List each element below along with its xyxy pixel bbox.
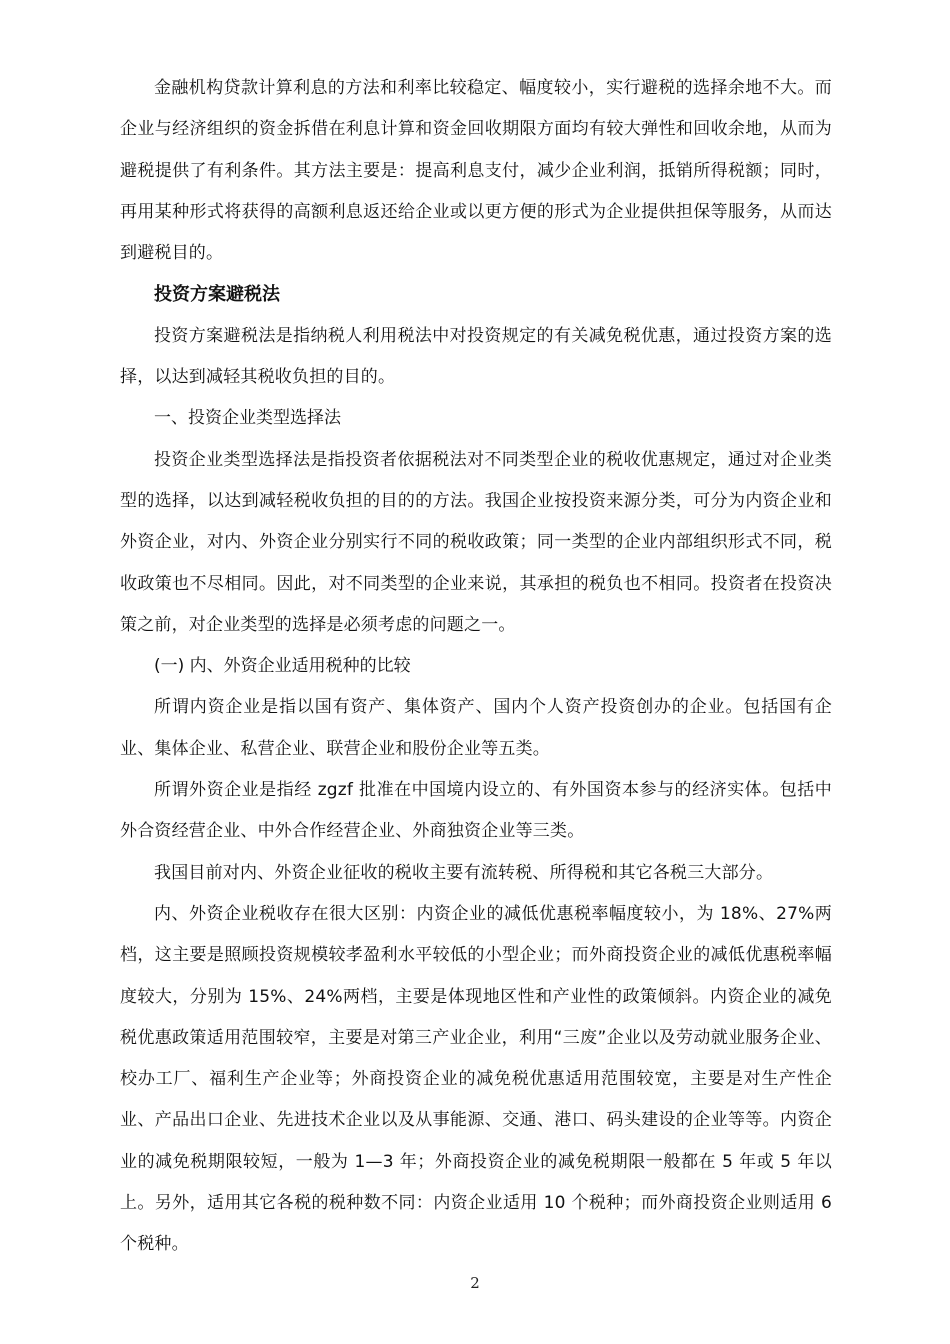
paragraph-foreign-enterprise: 所谓外资企业是指经 zgzf 批准在中国境内设立的、有外国资本参与的经济实体。包括中外合资经营企业、中外合作经营企业、外商独资企业等三类。 [120,780,832,842]
paragraph-tax-differences: 内、外资企业税收存在很大区别：内资企业的减低优惠税率幅度较小，为 18%、27%两档，这主要是照顾投资规模较孝盈利水平较低的小型企业；而外商投资企业的减低优惠税率幅度较大，分别为 15%、24%两档，主要是体现地区性和产业性的政策倾斜。内资企业的减免税优惠政策适用范围较窄，主要是对第三产业企业，利用“三废”企业以及劳动就业服务企业、校办工厂、福利生产企业等；外商投资企业的减免税优惠适用范围较宽，主要是对生产性企业、产品出口企业、先进技术企业以及从事能源、交通、港口、码头建设的企业等等。内资企业的减免税期限较短，一般为 1—3 年；外商投资企业的减免税期限一般都在 5 年或 5 年以上。另外，适用其它各税的税种数不同：内资企业适用 10 个税种；而外商投资企业则适用 6 个税种。 [120,903,832,1255]
paragraph-investment-plan-definition: 投资方案避税法是指纳税人利用税法中对投资规定的有关减免税优惠，通过投资方案的选择，以达到减轻其税收负担的目的。 [120,325,832,388]
paragraph-enterprise-type-definition: 投资企业类型选择法是指投资者依据税法对不同类型企业的税收优惠规定，通过对企业类型的选择，以达到减轻税收负担的目的的方法。我国企业按投资来源分类，可分为内资企业和外资企业，对内、外资企业分别实行不同的税收政策；同一类型的企业内部组织形式不同，税收政策也不尽相同。因此，对不同类型的企业来说，其承担的税负也不相同。投资者在投资决策之前，对企业类型的选择是必须考虑的问题之一。 [120,449,832,635]
paragraph-loan-interest: 金融机构贷款计算利息的方法和利率比较稳定、幅度较小，实行避税的选择余地不大。而企业与经济组织的资金拆借在利息计算和资金回收期限方面均有较大弹性和回收余地，从而为避税提供了有利条件。其方法主要是：提高利息支付，减少企业利润，抵销所得税额；同时，再用某种形式将获得的高额利息返还给企业或以更方便的形式为企业提供担保等服务，从而达到避税目的。 [120,78,832,264]
subheading-enterprise-type: 一、投资企业类型选择法 [154,408,341,429]
paragraph-tax-categories: 我国目前对内、外资企业征收的税收主要有流转税、所得税和其它各税三大部分。 [154,862,774,883]
page-number: 2 [470,1274,480,1292]
subheading-tax-comparison: (一) 内、外资企业适用税种的比较 [154,656,411,677]
section-heading-investment-plan: 投资方案避税法 [154,284,280,306]
document-body [120,68,832,1266]
paragraph-domestic-enterprise: 所谓内资企业是指以国有资产、集体资产、国内个人资产投资创办的企业。包括国有企业、集体企业、私营企业、联营企业和股份企业等五类。 [120,697,832,759]
